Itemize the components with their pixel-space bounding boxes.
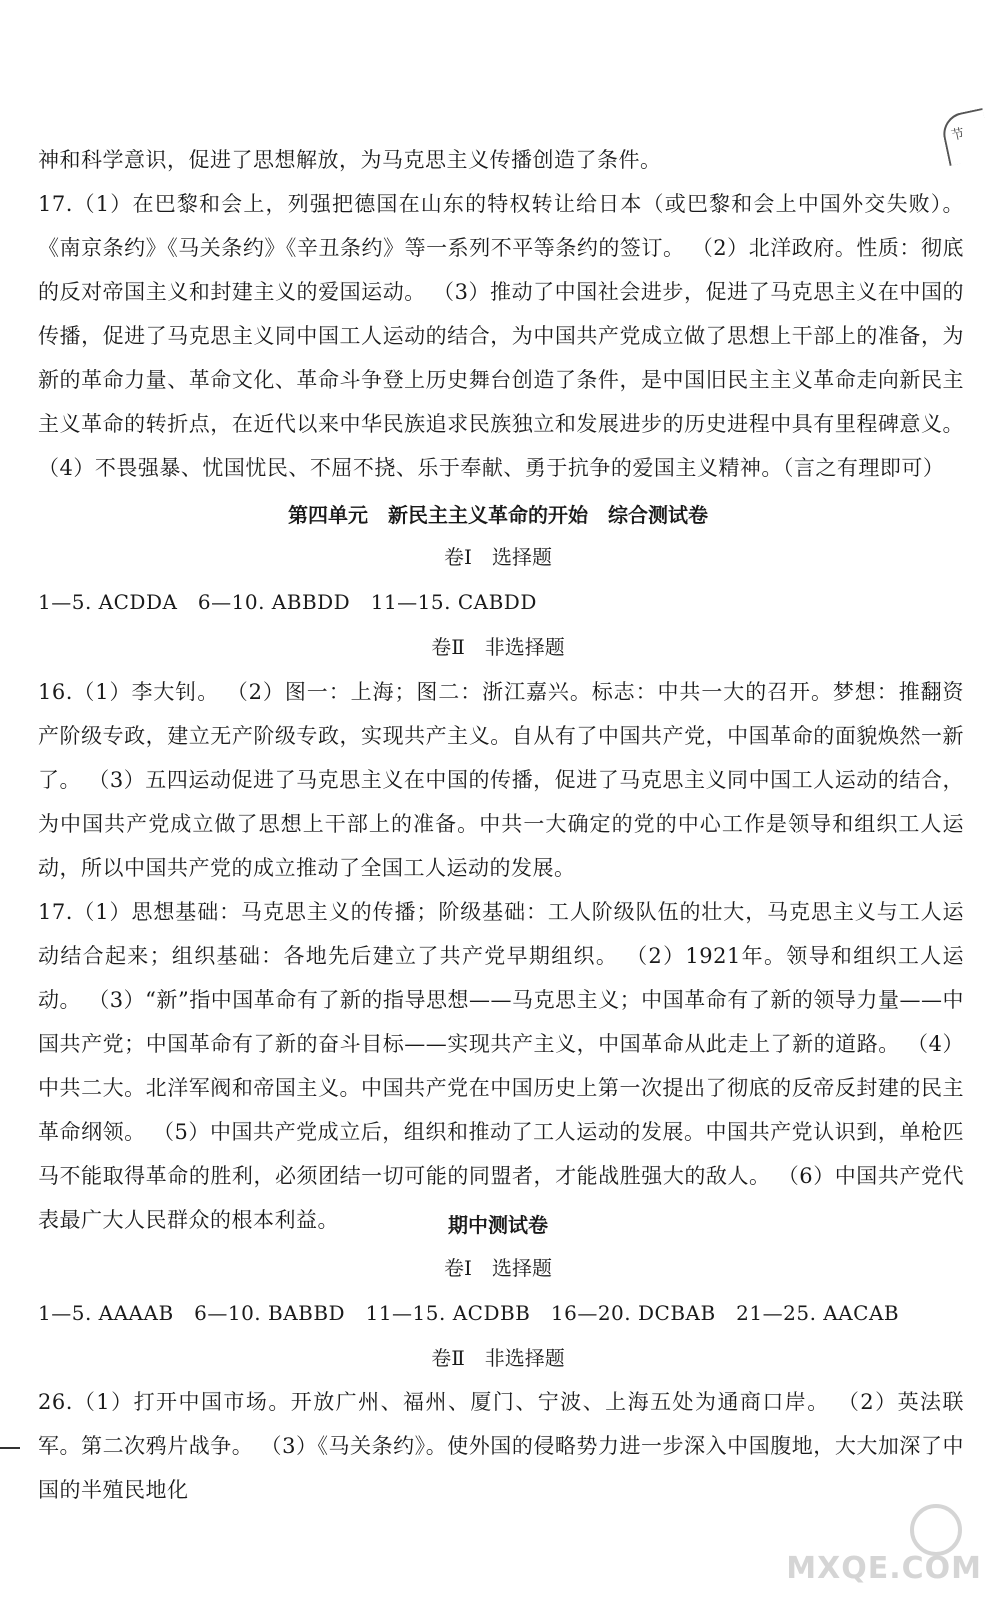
paragraph-continuation: 神和科学意识，促进了思想解放，为马克思主义传播创造了条件。 [38, 148, 662, 172]
midterm-part1-heading: 卷Ⅰ 选择题 [444, 1256, 552, 1280]
unit4-choice-answers: 1—5. ACDDA 6—10. ABBDD 11—15. CABDD [38, 590, 537, 614]
watermark-badge-icon [910, 1504, 962, 1556]
answer-17-unit3: 17.（1）在巴黎和会上，列强把德国在山东的特权转让给日本（或巴黎和会上中国外交失败）。《南京条约》《马关条约》《辛丑条约》等一系列不平等条约的签订。 （2）北洋政府。性质：彻底的反对帝国主义和封建主义的爱国运动。 （3）推动了中国社会进步，促进了马克思主义在中国的传播，促进了马克思主义同中国工人运动的结合，为中国共产党成立做了思想上干部上的准备，为新的革命力量、革命文化、革命斗争登上历史舞台创造了条件，是中国旧民主主义革命走向新民主主义革命的转折点，在近代以来中华民族追求民族独立和发展进步的历史进程中具有里程碑意义。 （4）不畏强暴、忧国忧民、不屈不挠、乐于奉献、勇于抗争的爱国主义精神。（言之有理即可） [38, 192, 964, 480]
corner-stamp-text: 节 [950, 126, 966, 144]
page-edge-rule [0, 1447, 20, 1449]
midterm-part2-heading: 卷Ⅱ 非选择题 [431, 1346, 565, 1370]
midterm-choice-answers: 1—5. AAAAB 6—10. BABBD 11—15. ACDBB 16—20. DCBAB 21—25. AACAB [38, 1301, 900, 1325]
answer-26-midterm: 26.（1）打开中国市场。开放广州、福州、厦门、宁波、上海五处为通商口岸。 （2）英法联军。第二次鸦片战争。 （3）《马关条约》。使外国的侵略势力进一步深入中国腹地，大大加深了中国的半殖民地化 [38, 1390, 964, 1502]
unit4-title: 第四单元 新民主主义革命的开始 综合测试卷 [288, 503, 708, 527]
watermark-text: MXQE.COM [786, 1551, 982, 1586]
unit4-part1-heading: 卷Ⅰ 选择题 [444, 545, 552, 569]
answer-17-unit4: 17.（1）思想基础：马克思主义的传播；阶级基础：工人阶级队伍的壮大，马克思主义与工人运动结合起来；组织基础：各地先后建立了共产党早期组织。 （2）1921年。领导和组织工人运动。 （3）“新”指中国革命有了新的指导思想——马克思主义；中国革命有了新的领导力量——中国共产党；中国革命有了新的奋斗目标——实现共产主义，中国革命从此走上了新的道路。 （4）中共二大。北洋军阀和帝国主义。中国共产党在中国历史上第一次提出了彻底的反帝反封建的民主革命纲领。 （5）中国共产党成立后，组织和推动了工人运动的发展。中国共产党认识到，单枪匹马不能取得革命的胜利，必须团结一切可能的同盟者，才能战胜强大的敌人。 （6）中国共产党代表最广大人民群众的根本利益。 [38, 900, 964, 1232]
unit4-part2-heading: 卷Ⅱ 非选择题 [431, 635, 565, 659]
answer-16-unit4: 16.（1）李大钊。 （2）图一：上海；图二：浙江嘉兴。标志：中共一大的召开。梦想：推翻资产阶级专政，建立无产阶级专政，实现共产主义。自从有了中国共产党，中国革命的面貌焕然一新了。 （3）五四运动促进了马克思主义在中国的传播，促进了马克思主义同中国工人运动的结合，为中国共产党成立做了思想上干部上的准备。中共一大确定的党的中心工作是领导和组织工人运动，所以中国共产党的成立推动了全国工人运动的发展。 [38, 680, 964, 880]
midterm-title: 期中测试卷 [448, 1213, 548, 1237]
site-watermark [782, 1504, 982, 1586]
